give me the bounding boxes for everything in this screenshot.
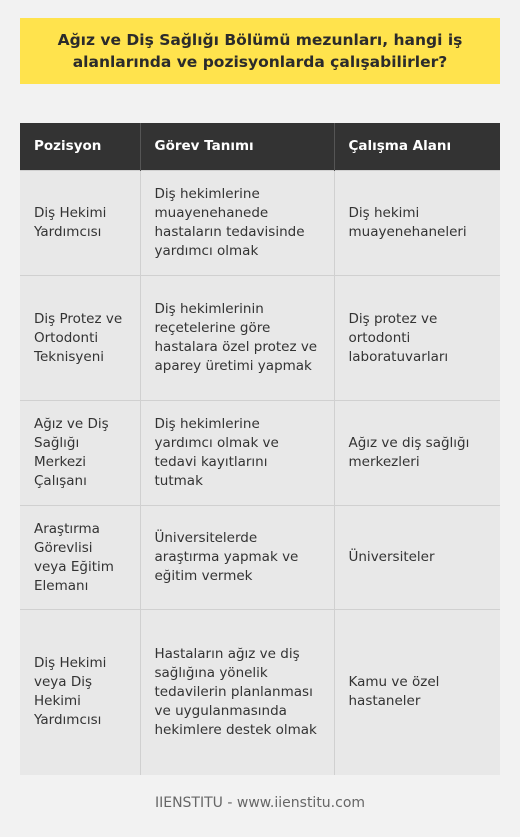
cell-description: Diş hekimlerine yardımcı olmak ve tedavi kayıtlarını tutmak [140,401,334,506]
table-row [20,506,500,610]
cell-position: Diş Hekimi Yardımcısı [20,171,140,276]
table-row [20,401,500,506]
table-row [20,610,500,775]
cell-work-area: Diş protez ve ortodonti laboratuvarları [334,276,500,401]
footer-credit: IIENSTITU - www.iienstitu.com [154,795,366,811]
table-row [20,276,500,401]
cell-work-area: Diş hekimi muayenehaneleri [334,171,500,276]
cell-position: Ağız ve Diş Sağlığı Merkezi Çalışanı [20,401,140,506]
cell-work-area: Ağız ve diş sağlığı merkezleri [334,401,500,506]
positions-table [20,123,500,775]
cell-work-area: Üniversiteler [334,506,500,610]
title-banner [20,18,500,84]
cell-description: Diş hekimlerinin reçetelerine göre hastalara özel protez ve aparey üretimi yapmak [140,276,334,401]
cell-description: Üniversitelerde araştırma yapmak ve eğitim vermek [140,506,334,610]
cell-work-area: Kamu ve özel hastaneler [334,610,500,775]
cell-position: Diş Protez ve Ortodonti Teknisyeni [20,276,140,401]
table-row [20,171,500,276]
header-position: Pozisyon [20,123,140,171]
cell-description: Hastaların ağız ve diş sağlığına yönelik tedavilerin planlanması ve uygulanmasında hekimlere destek olmak [140,610,334,775]
cell-position: Araştırma Görevlisi veya Eğitim Elemanı [20,506,140,610]
table-header-row [20,123,500,171]
header-work-area: Çalışma Alanı [334,123,500,171]
page-title: Ağız ve Diş Sağlığı Bölümü mezunları, hangi iş alanlarında ve pozisyonlarda çalışabilirler? [57,31,463,71]
cell-description: Diş hekimlerine muayenehanede hastaların tedavisinde yardımcı olmak [140,171,334,276]
header-description: Görev Tanımı [140,123,334,171]
cell-position: Diş Hekimi veya Diş Hekimi Yardımcısı [20,610,140,775]
